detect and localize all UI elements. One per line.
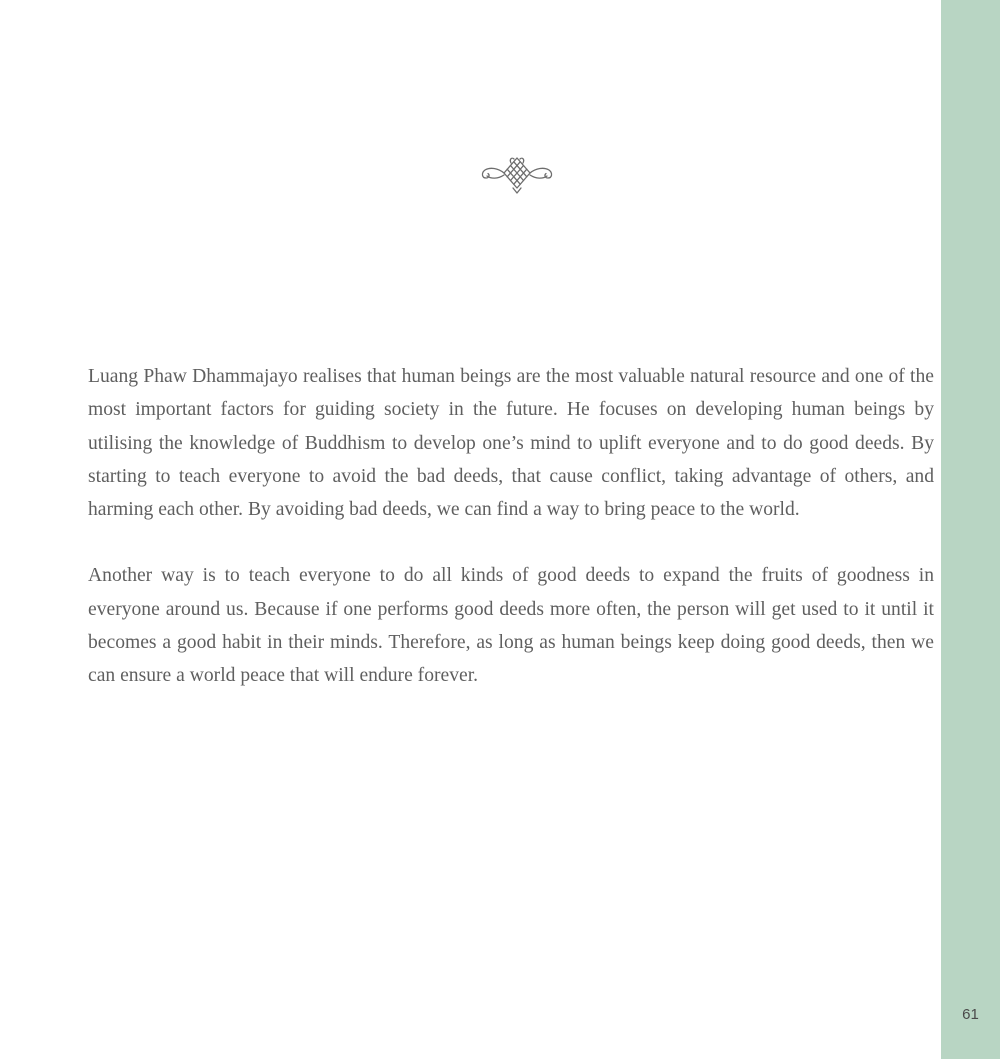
paragraph: Another way is to teach everyone to do all kinds of good deeds to expand the fruits of goodness in everyone around us. Because if one performs good deeds more often, the person will get used to it until it becomes a good habit in their minds. Therefore, as long as human beings keep doing good deeds, then we can ensure a world peace that will endure forever. xyxy=(88,565,934,687)
side-color-band xyxy=(941,0,1000,1059)
endless-knot-flourish-icon xyxy=(478,155,556,195)
page-number: 61 xyxy=(962,1006,979,1023)
body-text xyxy=(88,360,934,726)
paragraph: Luang Phaw Dhammajayo realises that human beings are the most valuable natural resource and one of the most important factors for guiding society in the future. He focuses on developing human beings by utilising the knowledge of Buddhism to develop one’s mind to uplift everyone and to do good deeds. By starting to teach everyone to avoid the bad deeds, that cause conflict, taking advantage of others, and harming each other. By avoiding bad deeds, we can find a way to bring peace to the world. xyxy=(88,366,934,521)
